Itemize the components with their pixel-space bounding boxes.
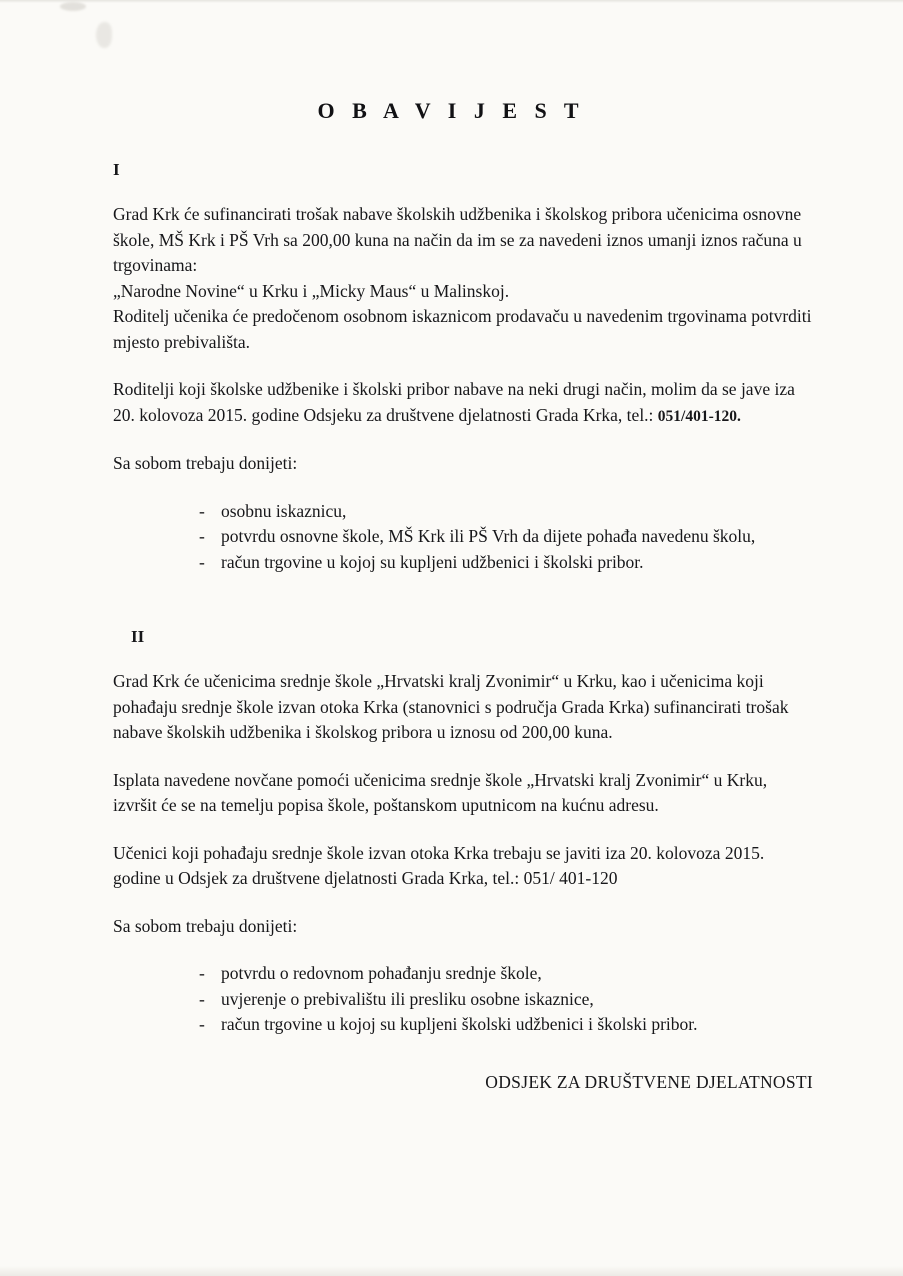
signature-line: ODSJEK ZA DRUŠTVENE DJELATNOSTI (485, 1072, 813, 1092)
list-item (199, 550, 813, 576)
section-two (113, 627, 813, 1038)
list-item-label: račun trgovine u kojoj su kupljeni udžbenici i školski pribor. (221, 551, 644, 572)
section-one-paragraph-4 (113, 377, 813, 429)
section-two-number: II (131, 627, 145, 646)
scan-artifact-mark (96, 22, 112, 48)
document-content (113, 98, 813, 1038)
bullet-dash-icon: - (199, 551, 205, 572)
section-one-bring-list (113, 499, 813, 576)
section-one-number: I (113, 160, 120, 179)
list-item (199, 961, 813, 987)
scan-edge-top (0, 0, 903, 3)
section-one (113, 160, 813, 575)
section-one-paragraph-1: Grad Krk će sufinancirati trošak nabave školskih udžbenika i školskog pribora učenicima osnovne škole, MŠ Krk i PŠ Vrh sa 200,00 kuna na način da im se za navedeni iznos umanji iznos računa u trgovinama: (113, 204, 802, 275)
bullet-dash-icon: - (199, 963, 205, 983)
bullet-dash-icon: - (199, 988, 205, 1009)
section-divider-space (113, 575, 813, 627)
section-one-paragraph-3: Roditelj učenika će predočenom osobnom iskaznicom prodavaču u navedenim trgovinama potvrditi mjesto prebivališta. (113, 306, 812, 352)
list-item-label: osobnu iskaznicu, (221, 500, 347, 521)
section-one-paragraph-2: „Narodne Novine“ u Krku i „Micky Maus“ u Malinskoj. (113, 280, 510, 301)
section-one-phone-number: 051/401-120. (657, 407, 741, 425)
list-item (199, 1012, 813, 1038)
list-item-label: potvrdu osnovne škole, MŠ Krk ili PŠ Vrh da dijete pohađa navedenu školu, (221, 526, 756, 546)
bullet-dash-icon: - (199, 500, 205, 521)
section-two-bring-label: Sa sobom trebaju donijeti: (113, 915, 298, 936)
list-item-label: potvrdu o redovnom pohađanju srednje škole, (221, 963, 542, 983)
scan-edge-bottom (0, 1266, 903, 1276)
list-item-label: uvjerenje o prebivalištu ili presliku osobne iskaznice, (221, 988, 594, 1009)
list-item (199, 987, 813, 1013)
section-two-paragraph-2: Isplata navedene novčane pomoći učenicima srednje škole „Hrvatski kralj Zvonimir“ u Krku, izvršit će se na temelju popisa škole, poštanskom uputnicom na kućnu adresu. (113, 769, 768, 815)
section-two-bring-list (113, 961, 813, 1038)
bullet-dash-icon: - (199, 526, 205, 546)
section-two-paragraph-1: Grad Krk će učenicima srednje škole „Hrvatski kralj Zvonimir“ u Krku, kao i učenicima koji pohađaju srednje škole izvan otoka Krka (stanovnici s područja Grada Krka) sufinancirati trošak nabave školskih udžbenika i školskog pribora u iznosu od 200,00 kuna. (113, 671, 789, 742)
list-item (199, 499, 813, 525)
section-one-paragraph-4-text: Roditelji koji školske udžbenike i školski pribor nabave na neki drugi način, molim da se jave iza 20. kolovoza 2015. godine Odsjeku za društvene djelatnosti Grada Krka, tel.: (113, 379, 795, 425)
list-item-label: račun trgovine u kojoj su kupljeni školski udžbenici i školski pribor. (221, 1014, 698, 1034)
page-title: O B A V I J E S T (317, 98, 585, 123)
section-two-paragraph-3: Učenici koji pohađaju srednje škole izvan otoka Krka trebaju se javiti iza 20. kolovoza 2015. godine u Odsjek za društvene djelatnosti Grada Krka, tel.: 051/ 401-120 (113, 842, 765, 888)
scan-artifact-smudge (60, 2, 86, 11)
section-one-bring-label: Sa sobom trebaju donijeti: (113, 453, 298, 473)
bullet-dash-icon: - (199, 1014, 205, 1034)
list-item (199, 524, 813, 550)
